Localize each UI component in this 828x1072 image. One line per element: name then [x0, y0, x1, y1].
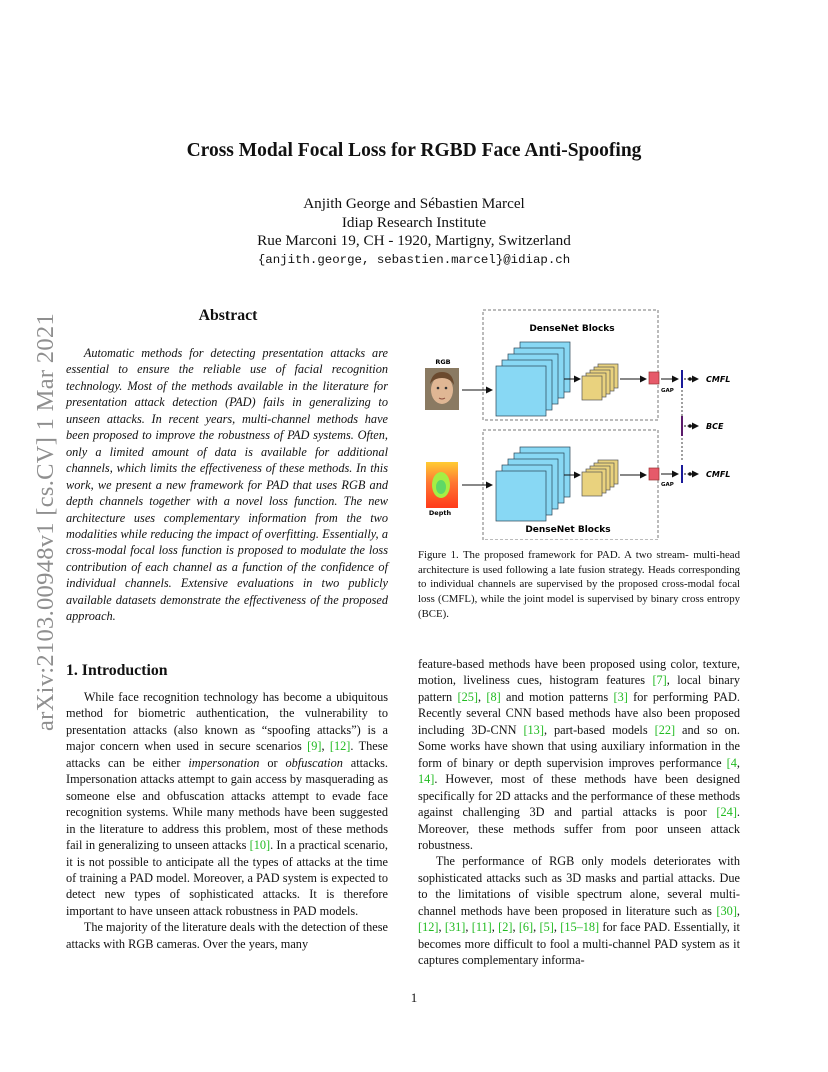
intro-paragraph-2-start: The majority of the literature deals with the detection of these attacks with RGB cameras. Over the years, many	[66, 920, 388, 951]
intro-heading: 1. Introduction	[66, 662, 168, 679]
author-institute: Idiap Research Institute	[341, 213, 487, 231]
abstract-body	[66, 345, 388, 625]
citation-link[interactable]: [15–18]	[560, 920, 600, 935]
bce-label: BCE	[706, 422, 724, 431]
top-block-label: DenseNet Blocks	[529, 324, 615, 334]
author-block	[0, 195, 828, 269]
architecture-diagram	[420, 302, 740, 540]
intro-left-column	[66, 689, 388, 952]
paper-title: Cross Modal Focal Loss for RGBD Face Anti-Spoofing	[186, 140, 642, 161]
rgb-face-image	[425, 368, 459, 410]
arxiv-stamp: arXiv:2103.00948v1 [cs.CV] 1 Mar 2021	[32, 312, 59, 732]
intro-paragraph-2-cont: feature-based methods have been proposed using color, texture, motion, liveliness cues, histogram features [7], local binary pattern [25], [8] and motion patterns [3] for performing PAD. Recently several CNN based methods have also been proposed including 3D-CNN [13], part-based models [22] and so on. Some works have shown that using auxiliary information in the form of binary or depth supervision improves performance [4, 14]. However, most of these methods have been designed specifically for 2D attacks and the performance of these methods against challenging 3D and partial attacks is poor [24]. Moreover, these methods suffer from poor unseen attack robustness.	[418, 657, 740, 852]
depth-face-image	[426, 462, 458, 508]
citation-link[interactable]: [22]	[654, 722, 676, 737]
citation-link[interactable]: [24]	[716, 805, 737, 820]
citation-link[interactable]: [9]	[307, 739, 322, 754]
depth-label: Depth	[428, 509, 452, 517]
citation-link[interactable]: [11]	[471, 920, 492, 935]
bottom-gap-label: GAP	[661, 482, 674, 488]
emphasis-text: obfuscation	[285, 755, 343, 770]
citation-link[interactable]: [6]	[518, 920, 534, 935]
top-cmfl-label: CMFL	[706, 375, 731, 384]
bottom-cmfl-label: CMFL	[706, 470, 731, 479]
citation-link[interactable]: [25]	[457, 689, 478, 704]
top-feature-stack	[582, 364, 618, 400]
intro-right-column	[418, 656, 740, 969]
citation-link[interactable]: [12]	[329, 739, 351, 754]
citation-link[interactable]: [10]	[249, 838, 271, 853]
abstract-heading: Abstract	[198, 307, 258, 324]
citation-link[interactable]: [13]	[523, 722, 544, 737]
rgb-label: RGB	[435, 358, 451, 366]
author-names: Anjith George and Sébastien Marcel	[303, 195, 525, 212]
bottom-block-label: DenseNet Blocks	[525, 525, 611, 535]
figure-architecture	[420, 302, 740, 540]
bottom-feature-stack	[582, 460, 618, 496]
abstract-paragraph: Automatic methods for detecting presentation attacks are essential to ensure the reliable use of facial recognition technology. Most of the methods available in the literature for presentation attack detection (PAD) fails in generalizing to unseen attacks. In recent years, multi-channel methods have been proposed to improve the robustness of PAD systems. Often, only a limited amount of data is available for additional channels, which limits the effectiveness of these methods. In this work, we present a new framework for PAD that uses RGB and depth channels together with a novel loss function. The new architecture uses complementary information from the two modalities while reducing the impact of overfitting. Essentially, a cross-modal focal loss function is proposed to modulate the loss contribution of each channel as a function of the confidence of individual channels. Extensive evaluations in two publicly available datasets demonstrate the effectiveness of the proposed approach.	[66, 346, 388, 624]
citation-link[interactable]: [3]	[613, 689, 628, 704]
fusion-head	[682, 390, 698, 462]
citation-link[interactable]: [7]	[652, 673, 667, 688]
citation-link[interactable]: [5]	[539, 920, 554, 935]
bottom-head	[682, 465, 698, 483]
top-gap-block	[649, 372, 659, 384]
citation-link[interactable]: [4	[726, 755, 737, 770]
citation-link[interactable]: 14]	[418, 772, 435, 787]
top-gap-label: GAP	[661, 388, 674, 394]
bottom-gap-block	[649, 468, 659, 480]
top-densenet-stack	[496, 342, 570, 416]
emphasis-text: impersonation	[188, 755, 260, 770]
citation-link[interactable]: [12]	[418, 920, 439, 935]
citation-link[interactable]: [31]	[444, 920, 466, 935]
figure-caption: Figure 1. The proposed framework for PAD. A two stream- multi-head architecture is used following a late fusion strategy. Heads corresponding to individual channels are supervised by the proposed cross-modal focal loss (CMFL), while the joint model is supervised by binary cross entropy (BCE).	[418, 549, 740, 620]
intro-paragraph-3: The performance of RGB only models deteriorates with sophisticated attacks such as 3D masks and partial attacks. Due to the limitations of visible spectrum alone, several multi-channel methods have been proposed in literature such as [30], [12], [31], [11], [2], [6], [5], [15–18] for face PAD. Essentially, it becomes more difficult to fool a multi-channel PAD system as it captures complementary informa-	[418, 854, 740, 968]
intro-paragraph-1: While face recognition technology has become a ubiquitous method for biometric authentication, the vulnerability to presentation attacks (also known as “spoofing attacks”) is a major concern when used in secure scenarios [9], [12]. These attacks can be either impersonation or obfuscation attacks. Impersonation attacks attempt to gain access by masquerading as someone else and obfuscation attacks attempt to evade face recognition systems. While many methods have been suggested in the literature to address this problem, most of these methods fail in generalizing to unseen attacks [10]. In a practical scenario, it is not possible to anticipate all the types of attacks at the time of training a PAD model. Moreover, a PAD system is expected to detect new types of sophisticated attacks. It is therefore important to have unseen attack robustness in PAD models.	[66, 690, 388, 918]
top-head	[682, 370, 698, 388]
page-number: 1	[410, 990, 418, 1005]
bottom-densenet-stack	[496, 447, 570, 521]
author-address: Rue Marconi 19, CH - 1920, Martigny, Switzerland	[257, 232, 571, 249]
citation-link[interactable]: [30]	[716, 903, 737, 918]
citation-link[interactable]: [8]	[486, 689, 501, 704]
citation-link[interactable]: [2]	[498, 920, 513, 935]
author-email: {anjith.george, sebastien.marcel}@idiap.ch	[257, 252, 571, 267]
